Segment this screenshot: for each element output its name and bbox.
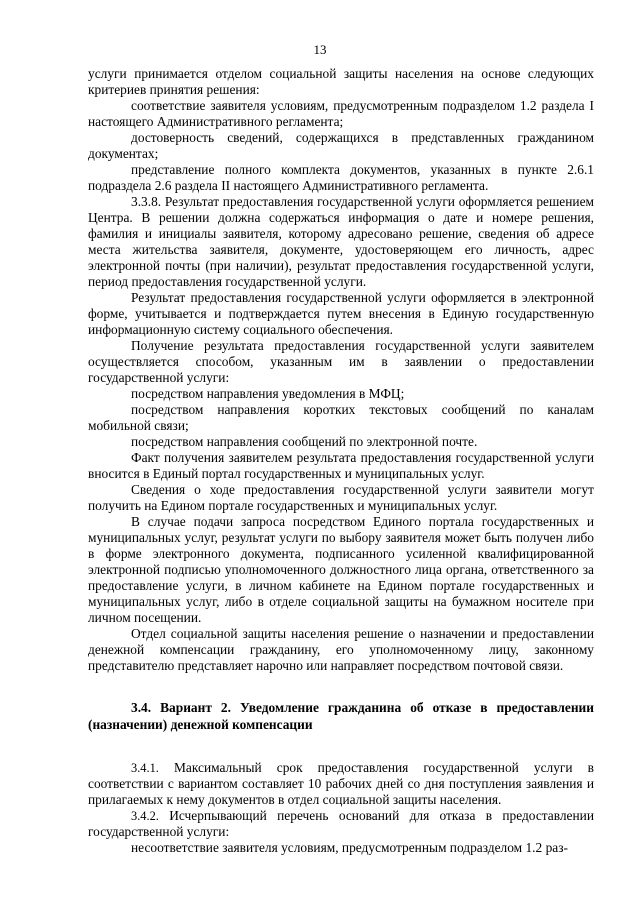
- clause-number: 3.4.2.: [131, 809, 159, 823]
- paragraph: соответствие заявителя условиям, предусмотренным подразделом 1.2 раздела I настоящего Административного регламента;: [88, 98, 594, 129]
- clause-text: Максимальный срок предоставления государственной услуги в соответствии с вариантом составляет 10 рабочих дней со дня поступления заявления и прилагаемых к нему документов в отдел социальной защиты населения.: [88, 760, 594, 807]
- paragraph: В случае подачи запроса посредством Единого портала государственных и муниципальных услуг, результат услуги по выбору заявителя может быть получен либо в форме электронного документа, подписанного усиленной квалифицированной электронной подписью уполномоченного должностного лица органа, ответственного за предоставление услуги, в личном кабинете на Едином портале государственных и муниципальных услуг, либо в отделе социальной защиты на бумажном носителе при личном посещении.: [88, 514, 594, 625]
- clause-number: 3.4.1.: [131, 761, 159, 775]
- clause-text: Исчерпывающий перечень оснований для отказа в предоставлении государственной услуги:: [88, 808, 594, 839]
- paragraph: Сведения о ходе предоставления государственной услуги заявители могут получить на Едином портале государственных и муниципальных услуг.: [88, 482, 594, 513]
- paragraph: посредством направления коротких текстовых сообщений по каналам мобильной связи;: [88, 402, 594, 433]
- paragraph: 3.3.8. Результат предоставления государственной услуги оформляется решением Центра. В решении должна содержаться информация о дате и номере решения, фамилия и инициалы заявителя, которому адресовано решение, сведения об адресе места жительства заявителя, документе, удостоверяющем его личность, адрес электронной почты (при наличии), результат предоставления государственной услуги, период предоставления государственной услуги.: [88, 194, 594, 289]
- paragraph: [88, 808, 594, 840]
- page-number: 13: [313, 42, 327, 57]
- section-heading: 3.4. Вариант 2. Уведомление гражданина об отказе в предоставлении (назначении) денежной компенсации: [88, 700, 594, 732]
- paragraph: услуги принимается отделом социальной защиты населения на основе следующих критериев принятия решения:: [88, 66, 594, 97]
- paragraph: Результат предоставления государственной услуги оформляется в электронной форме, учитывается и подтверждается путем внесения в Единую государственную информационную систему социального обеспечения.: [88, 290, 594, 337]
- paragraph: Отдел социальной защиты населения решение о назначении и предоставлении денежной компенсации гражданину, его уполномоченному лицу, законному представителю представляет нарочно или направляет посредством почтовой связи.: [88, 626, 594, 673]
- paragraph: [88, 760, 594, 808]
- paragraph: достоверность сведений, содержащихся в представленных гражданином документах;: [88, 130, 594, 161]
- paragraph: посредством направления уведомления в МФЦ;: [131, 386, 405, 401]
- paragraph: несоответствие заявителя условиям, предусмотренным подразделом 1.2 раз-: [131, 840, 568, 855]
- paragraph: Факт получения заявителем результата предоставления государственной услуги вносится в Единый портал государственных и муниципальных услуг.: [88, 450, 594, 481]
- document-body: [88, 66, 594, 856]
- paragraph: представление полного комплекта документов, указанных в пункте 2.6.1 подраздела 2.6 раздела II настоящего Административного регламента.: [88, 162, 594, 193]
- paragraph: посредством направления сообщений по электронной почте.: [131, 434, 478, 449]
- paragraph: Получение результата предоставления государственной услуги заявителем осуществляется способом, указанным им в заявлении о предоставлении государственной услуги:: [88, 338, 594, 385]
